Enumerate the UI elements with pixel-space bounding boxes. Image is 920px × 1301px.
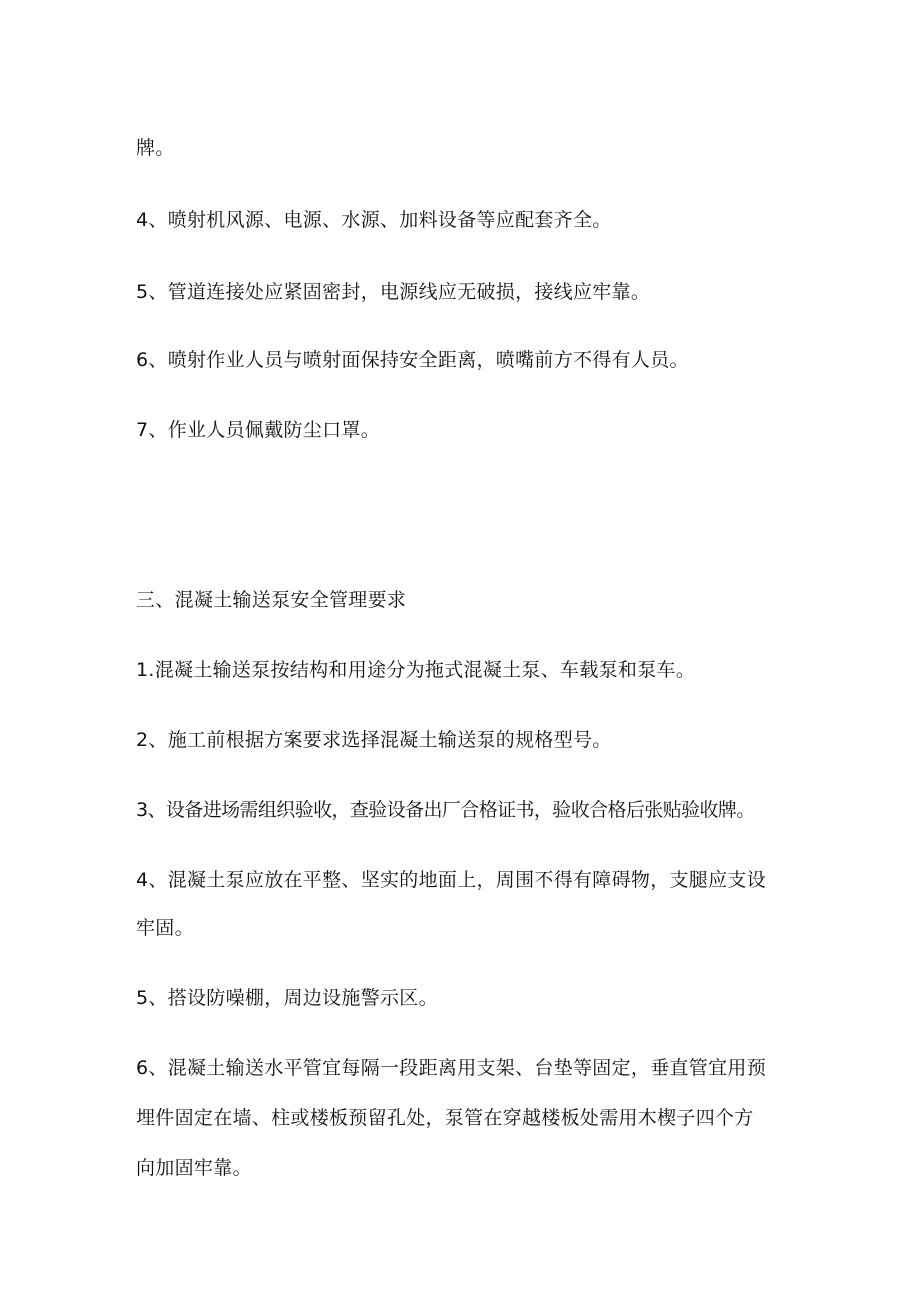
list-item: 5、管道连接处应紧固密封，电源线应无破损，接线应牢靠。	[136, 281, 651, 303]
list-item-line: 向加固牢靠。	[136, 1157, 252, 1179]
list-item-line: 6、混凝土输送水平管宜每隔一段距离用支架、台垫等固定，垂直管宜用预	[136, 1057, 766, 1079]
list-item: 1.混凝土输送泵按结构和用途分为拖式混凝土泵、车载泵和泵车。	[136, 659, 696, 681]
list-item: 5、搭设防噪棚，周边设施警示区。	[136, 987, 438, 1009]
continued-text: 牌。	[136, 137, 175, 159]
section-heading: 三、混凝土输送泵安全管理要求	[136, 589, 407, 611]
list-item: 6、喷射作业人员与喷射面保持安全距离，喷嘴前方不得有人员。	[136, 349, 689, 371]
list-item: 2、施工前根据方案要求选择混凝土输送泵的规格型号。	[136, 729, 612, 751]
list-item-line: 4、混凝土泵应放在平整、坚实的地面上，周围不得有障碍物，支腿应支设	[136, 869, 766, 891]
list-item-line: 牢固。	[136, 917, 194, 939]
list-item-line: 埋件固定在墙、柱或楼板预留孔处，泵管在穿越楼板处需用木楔子四个方	[136, 1107, 754, 1129]
list-item: 7、作业人员佩戴防尘口罩。	[136, 419, 380, 441]
list-item: 3、设备进场需组织验收，查验设备出厂合格证书，验收合格后张贴验收牌。	[136, 799, 755, 821]
list-item: 4、喷射机风源、电源、水源、加料设备等应配套齐全。	[136, 209, 612, 231]
